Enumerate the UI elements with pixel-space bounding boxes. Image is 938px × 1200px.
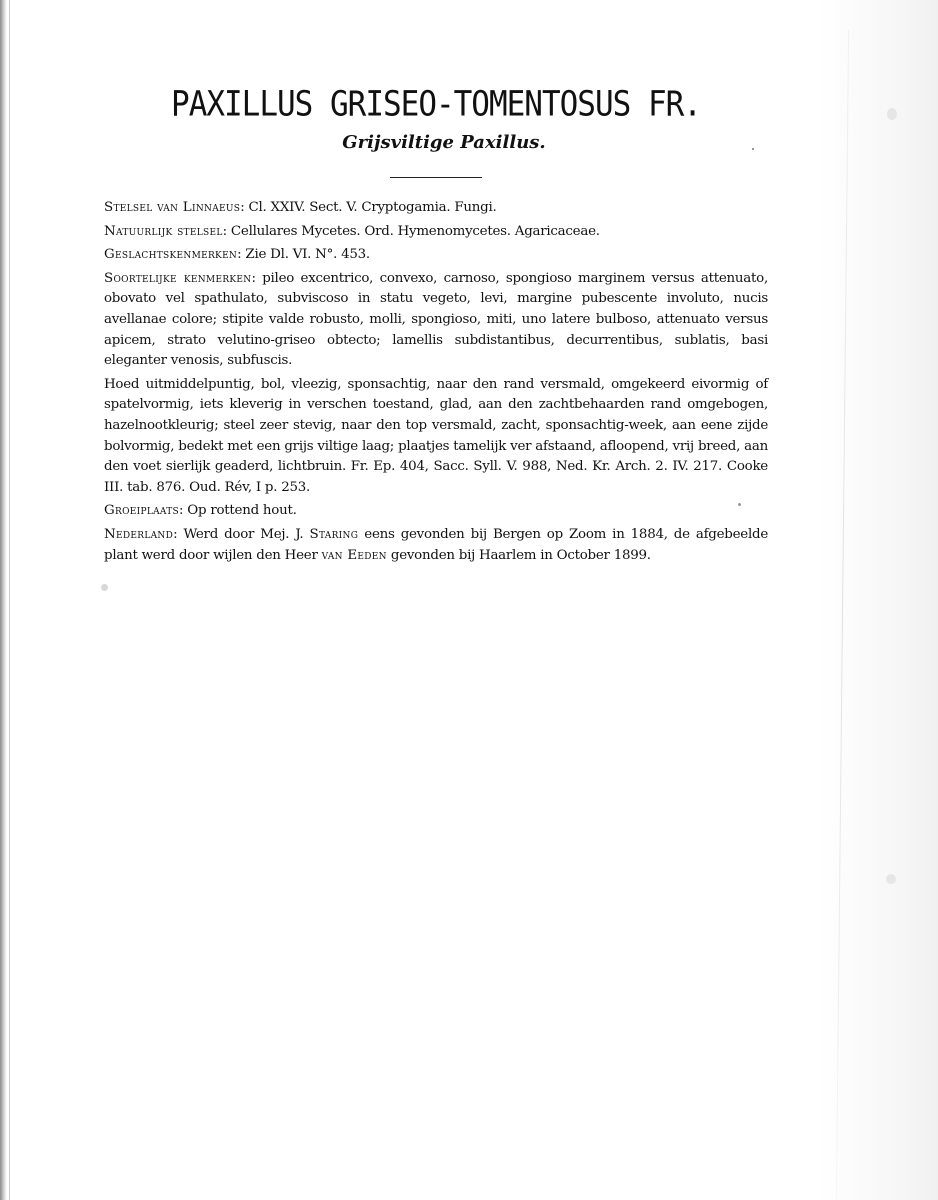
entry-label: Natuurlijk stelsel (104, 223, 223, 239)
entry-text: Werd door Mej. J. (183, 526, 304, 542)
entry-label: Geslachtskenmerken (104, 247, 238, 263)
entry-stelsel-linnaeus: Stelsel van Linnaeus: Cl. XXIV. Sect. V. Cryptogamia. Fungi. (104, 200, 497, 215)
entry-groeiplaats: Groeiplaats: Op rottend hout. (104, 503, 297, 519)
entry-label: Nederland (104, 526, 174, 542)
entry-soortelijke-kenmerken: Soortelijke kenmerken: pileo excentrico, convexo, carnoso, spongioso marginem versus attenuato, obovato vel spathulato, subviscoso in statu vegeto, levi, margine pubescente involuto, nucis avellanae colore; stipite valde robusto, molli, spongioso, miti, uno latere bulboso, attenuato versus apicem, strato velutino-griseo obtecto; lamellis subdistantibus, decurrentibus, sublatis, basi eleganter venosis, subfuscis. (104, 270, 768, 369)
person-name: Staring (309, 526, 359, 542)
entry-natuurlijk-stelsel: Natuurlijk stelsel: Cellulares Mycetes. Ord. Hymenomycetes. Agaricaceae. (104, 223, 600, 239)
entry-geslachtskenmerken: Geslachtskenmerken: Zie Dl. VI. N°. 453. (104, 247, 370, 263)
entry-text: eens gevonden bij Bergen op Zoom in 1884, de afgebeelde plant werd door wijlen den Heer (104, 526, 768, 563)
entry-text: gevonden bij Haarlem in October 1899. (390, 547, 651, 563)
entry-label: Soortelijke kenmerken (104, 270, 252, 286)
paper-speck (887, 108, 897, 120)
entry-text: Cellulares Mycetes. Ord. Hymenomycetes. Agaricaceae. (230, 223, 600, 239)
page-right-shadow (818, 0, 938, 1200)
entry-text: Op rottend hout. (187, 503, 297, 519)
entry-nederland: Nederland: Werd door Mej. J. Staring eens gevonden bij Bergen op Zoom in 1884, de afgebeelde plant werd door wijlen den Heer van Eeden gevonden bij Haarlem in October 1899. (104, 526, 768, 563)
page-title: PAXILLUS GRISEO-TOMENTOSUS FR. (171, 84, 701, 125)
entry-label: Stelsel van Linnaeus (104, 200, 241, 215)
page-subtitle: Grijsviltige Paxillus. (342, 132, 546, 153)
paper-speck (101, 584, 108, 591)
title-divider (390, 177, 482, 178)
entry-label: Groeiplaats (104, 503, 179, 519)
person-name: van Eeden (321, 547, 387, 563)
entry-text: Zie Dl. VI. N°. 453. (245, 247, 370, 263)
entry-text: pileo excentrico, convexo, carnoso, spongioso marginem versus attenuato, obovato vel spathulato, subviscoso in statu vegeto, levi, margine pubescente involuto, nucis avellanae colore; stipite valde robusto, molli, spongioso, miti, uno latere bulboso, attenuato versus apicem, strato velutino-griseo obtecto; lamellis subdistantibus, decurrentibus, sublatis, basi eleganter venosis, subfuscis. (104, 270, 768, 369)
page-edge-line (9, 0, 10, 1200)
entry-beschrijving: Hoed uitmiddelpuntig, bol, vleezig, sponsachtig, naar den rand versmald, omgekeerd eivormig of spatelvormig, iets kleverig in verschen toestand, glad, aan den zachtbehaarden rand omgebogen, hazelnootkleurig; steel zeer stevig, naar den top versmald, zacht, sponsachtig-week, aan eene zijde bolvormig, bedekt met een grijs viltige laag; plaatjes tamelijk ver afstaand, afloopend, vrij breed, aan den voet sierlijk geaderd, lichtbruin. Fr. Ep. 404, Sacc. Syll. V. 988, Ned. Kr. Arch. 2. IV. 217. Cooke III. tab. 876. Oud. Rév, I p. 253. (104, 376, 768, 495)
paper-speck (886, 874, 896, 884)
entry-text: Cl. XXIV. Sect. V. Cryptogamia. Fungi. (248, 200, 497, 215)
description-body (104, 198, 768, 566)
page-binding-edge (0, 0, 7, 1200)
